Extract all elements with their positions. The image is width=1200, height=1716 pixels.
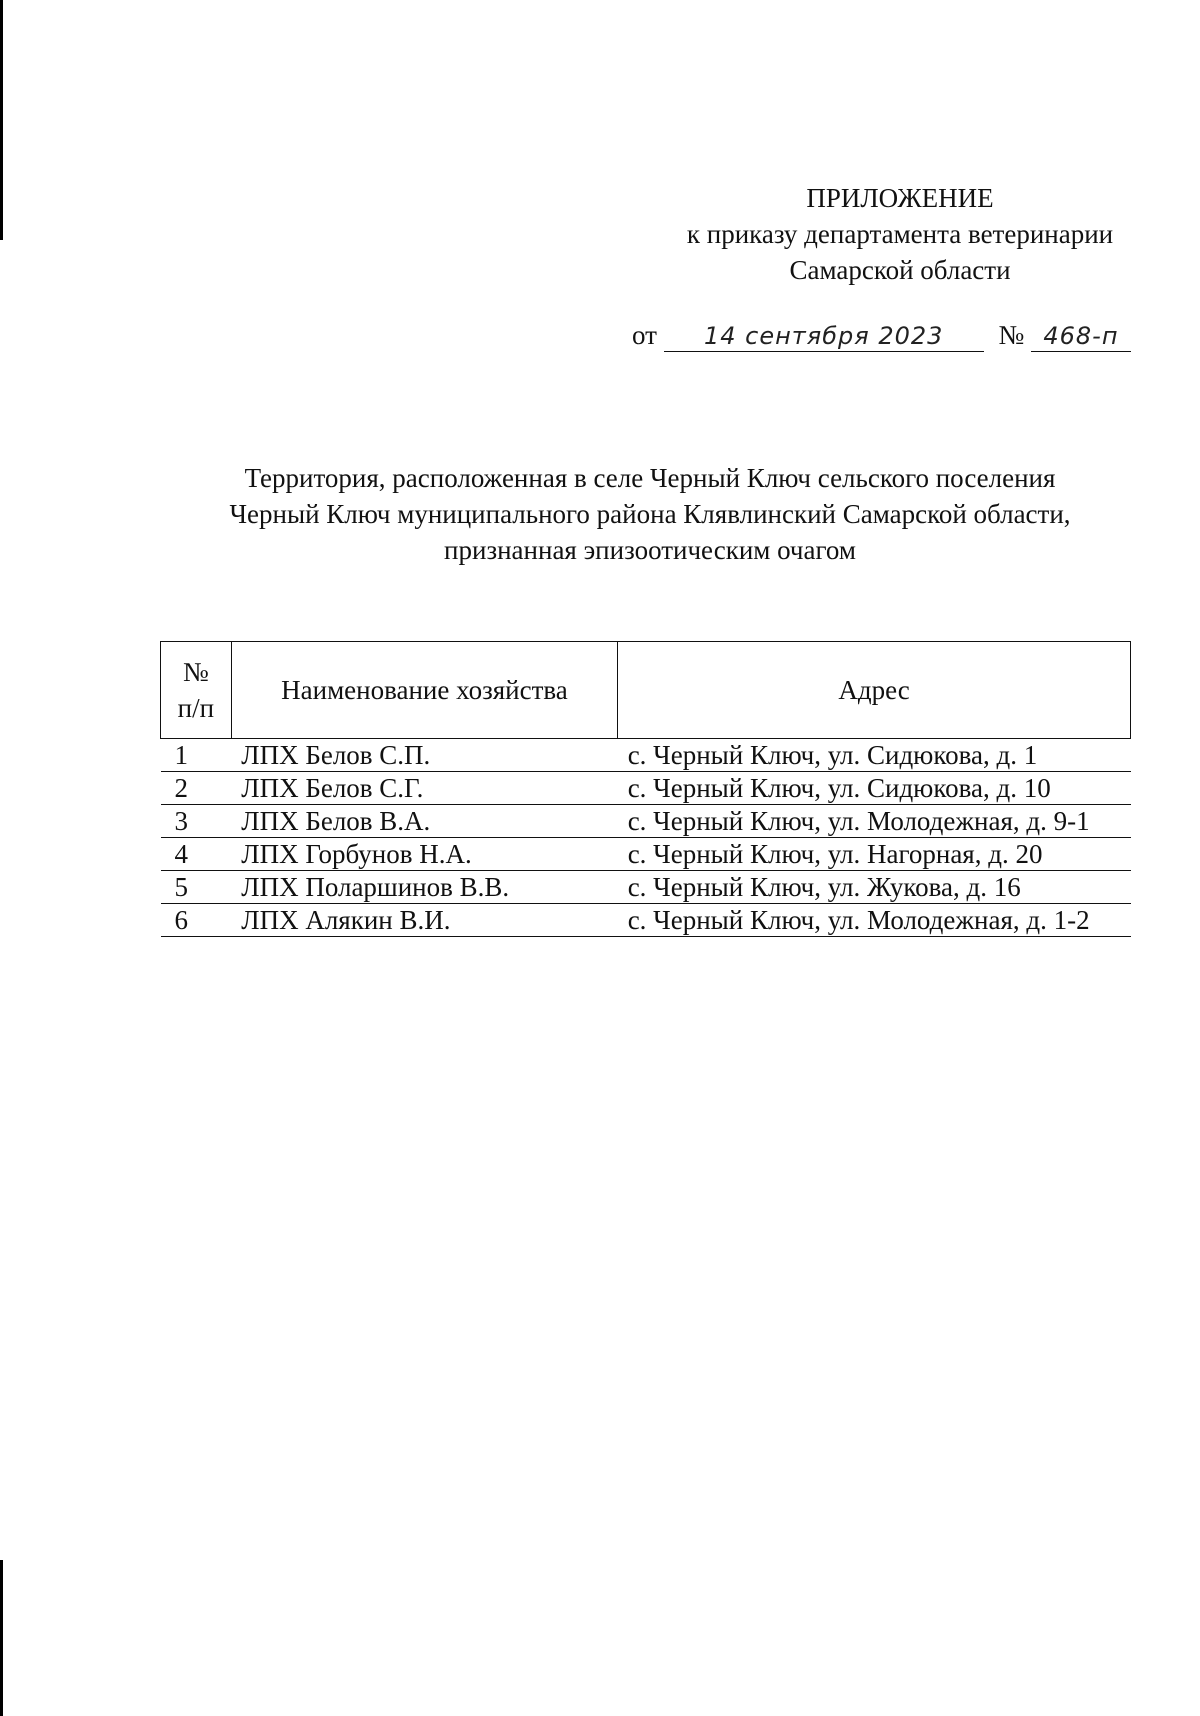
row-address: с. Черный Ключ, ул. Сидюкова, д. 10 — [618, 772, 1131, 805]
row-num: 1 — [161, 739, 232, 772]
appendix-header — [640, 180, 1160, 288]
table-row — [161, 805, 1131, 838]
header-num — [161, 642, 232, 739]
number-sign: № — [998, 320, 1025, 350]
table-row — [161, 739, 1131, 772]
row-address: с. Черный Ключ, ул. Молодежная, д. 9-1 — [618, 805, 1131, 838]
row-address: с. Черный Ключ, ул. Жукова, д. 16 — [618, 871, 1131, 904]
date-prefix: от — [632, 320, 657, 350]
row-num: 3 — [161, 805, 232, 838]
households-table — [160, 641, 1131, 937]
row-num: 4 — [161, 838, 232, 871]
table-row — [161, 772, 1131, 805]
order-date-handwritten: 14 сентября 2023 — [664, 321, 984, 352]
row-num: 5 — [161, 871, 232, 904]
document-title-line2: Черный Ключ муниципального района Клявлинский Самарской области, — [229, 499, 1071, 529]
header-address: Адрес — [618, 642, 1131, 739]
row-name: ЛПХ Белов С.П. — [231, 739, 617, 772]
row-name: ЛПХ Алякин В.И. — [231, 904, 617, 937]
row-num: 6 — [161, 904, 232, 937]
table-header-row — [161, 642, 1131, 739]
table-row — [161, 904, 1131, 937]
document-title-line1: Территория, расположенная в селе Черный Ключ сельского поселения — [244, 463, 1056, 493]
appendix-title: ПРИЛОЖЕНИЕ — [806, 183, 994, 213]
row-address: с. Черный Ключ, ул. Сидюкова, д. 1 — [618, 739, 1131, 772]
table-row — [161, 871, 1131, 904]
header-num-line1: № — [183, 657, 209, 687]
order-reference — [632, 320, 1152, 352]
scan-edge-left-top — [0, 0, 3, 240]
scan-edge-left-bottom — [0, 1560, 3, 1716]
header-num-line2: п/п — [177, 693, 215, 723]
row-name: ЛПХ Поларшинов В.В. — [231, 871, 617, 904]
table-row — [161, 838, 1131, 871]
row-num: 2 — [161, 772, 232, 805]
header-name: Наименование хозяйства — [231, 642, 617, 739]
row-address: с. Черный Ключ, ул. Нагорная, д. 20 — [618, 838, 1131, 871]
document-title-line3: признанная эпизоотическим очагом — [444, 535, 856, 565]
row-address: с. Черный Ключ, ул. Молодежная, д. 1-2 — [618, 904, 1131, 937]
document-title — [150, 460, 1150, 568]
row-name: ЛПХ Белов В.А. — [231, 805, 617, 838]
appendix-subtitle-line3: Самарской области — [789, 255, 1011, 285]
order-number-handwritten: 468-п — [1031, 321, 1131, 352]
appendix-subtitle-line2: к приказу департамента ветеринарии — [686, 219, 1114, 249]
row-name: ЛПХ Белов С.Г. — [231, 772, 617, 805]
row-name: ЛПХ Горбунов Н.А. — [231, 838, 617, 871]
